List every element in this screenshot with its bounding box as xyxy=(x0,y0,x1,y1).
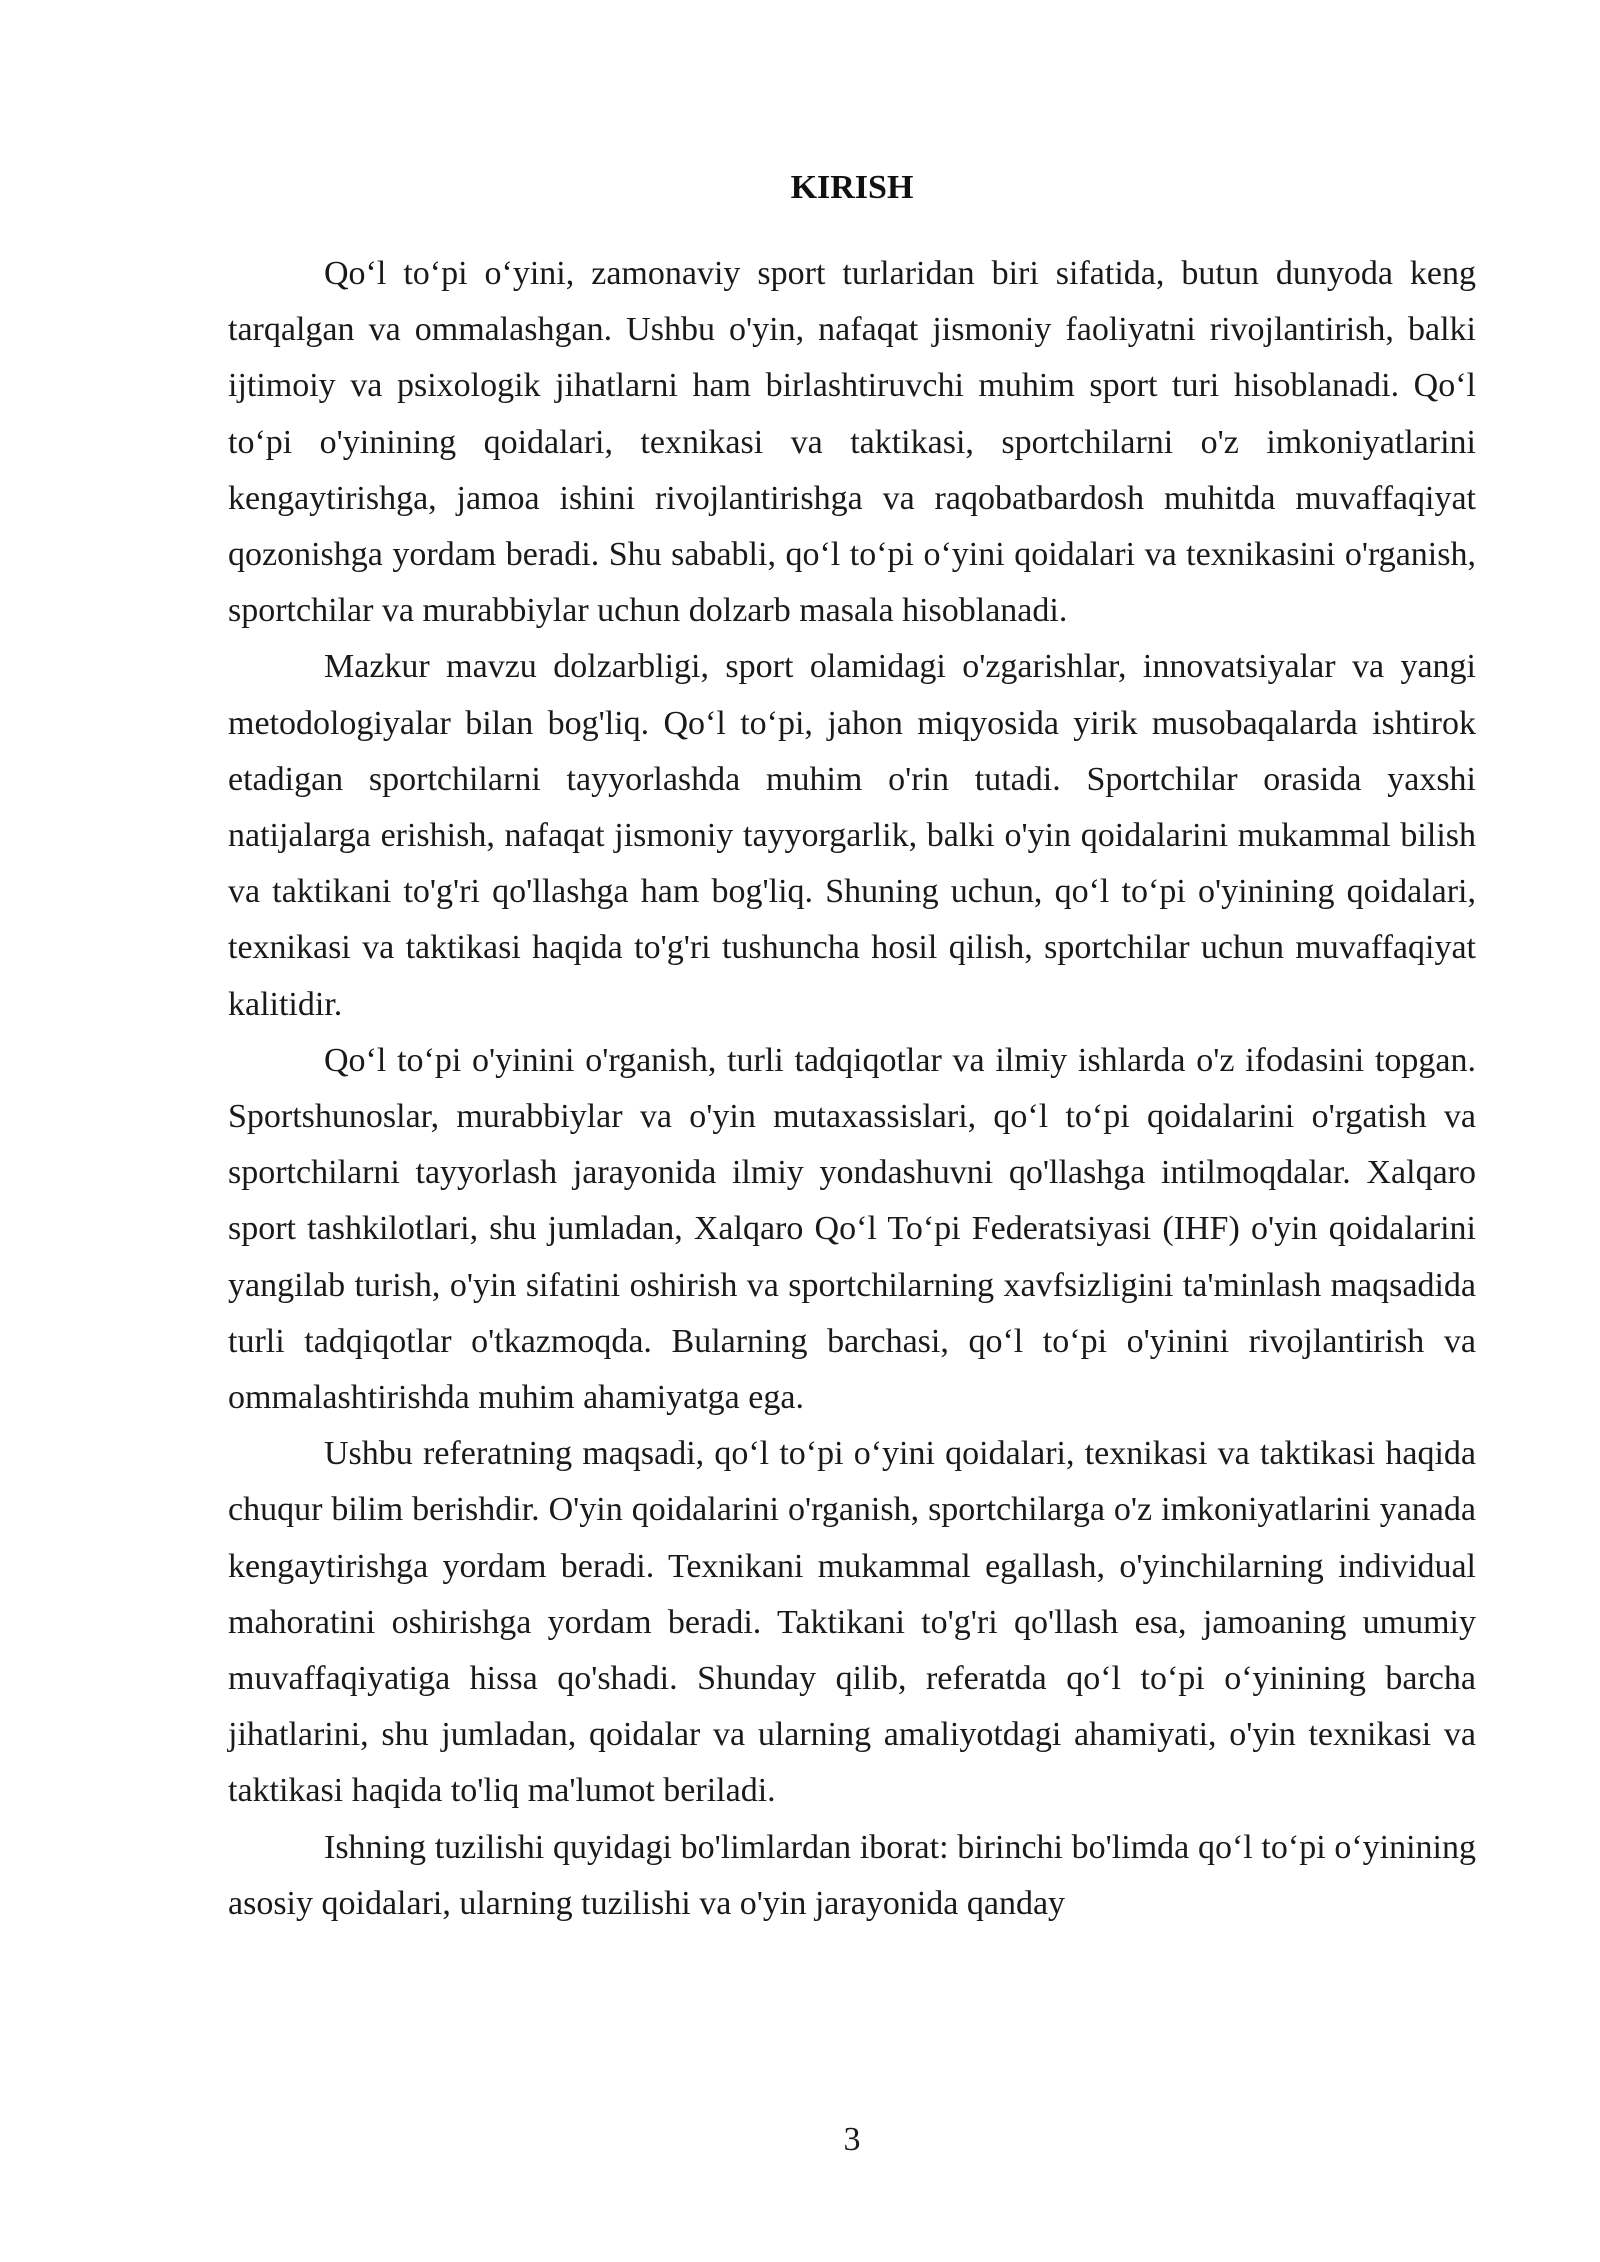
page-number: 3 xyxy=(843,2121,861,2158)
paragraph-2: Mazkur mavzu dolzarbligi, sport olamidagi o'zgarishlar, innovatsiyalar va yangi metodologiyalar bilan bog'liq. Qo‘l to‘pi, jahon miqyosida yirik musobaqalarda ishtirok etadigan sportchilarni tayyorlashda muhim o'rin tutadi. Sportchilar orasida yaxshi natijalarga erishish, nafaqat jismoniy tayyorgarlik, balki o'yin qoidalarini mukammal bilish va taktikani to'g'ri qo'llashga ham bog'liq. Shuning uchun, qo‘l to‘pi o'yinining qoidalari, texnikasi va taktikasi haqida to'g'ri tushuncha hosil qilish, sportchilar uchun muvaffaqiyat kalitidir. xyxy=(228,648,1476,1023)
paragraph-5: Ishning tuzilishi quyidagi bo'limlardan iborat: birinchi bo'limda qo‘l to‘pi o‘yinining asosiy qoidalari, ularning tuzilishi va o'yin jarayonida qanday xyxy=(228,1828,1476,1922)
paragraph-4: Ushbu referatning maqsadi, qo‘l to‘pi o‘yini qoidalari, texnikasi va taktikasi haqida chuqur bilim berishdir. O'yin qoidalarini o'rganish, sportchilarga o'z imkoniyatlarini yanada kengaytirishga yordam beradi. Texnikani mukammal egallash, o'yinchilarning individual mahoratini oshirishga yordam beradi. Taktikani to'g'ri qo'llash esa, jamoaning umumiy muvaffaqiyatiga hissa qo'shadi. Shunday qilib, referatda qo‘l to‘pi o‘yinining barcha jihatlarini, shu jumladan, qoidalar va ularning amaliyotdagi ahamiyati, o'yin texnikasi va taktikasi haqida to'liq ma'lumot beriladi. xyxy=(228,1435,1476,1810)
body-text xyxy=(228,246,1476,1932)
paragraph-3: Qo‘l to‘pi o'yinini o'rganish, turli tadqiqotlar va ilmiy ishlarda o'z ifodasini topgan. Sportshunoslar, murabbiylar va o'yin mutaxassislari, qo‘l to‘pi qoidalarini o'rgatish va sportchilarni tayyorlash jarayonida ilmiy yondashuvni qo'llashga intilmoqdalar. Xalqaro sport tashkilotlari, shu jumladan, Xalqaro Qo‘l To‘pi Federatsiyasi (IHF) o'yin qoidalarini yangilab turish, o'yin sifatini oshirish va sportchilarning xavfsizligini ta'minlash maqsadida turli tadqiqotlar o'tkazmoqda. Bularning barchasi, qo‘l to‘pi o'yinini rivojlantirish va ommalashtirishda muhim ahamiyatga ega. xyxy=(228,1041,1476,1417)
paragraph-1: Qo‘l to‘pi o‘yini, zamonaviy sport turlaridan biri sifatida, butun dunyoda keng tarqalgan va ommalashgan. Ushbu o'yin, nafaqat jismoniy faoliyatni rivojlantirish, balki ijtimoiy va psixologik jihatlarni ham birlashtiruvchi muhim sport turi hisoblanadi. Qo‘l to‘pi o'yinining qoidalari, texnikasi va taktikasi, sportchilarni o'z imkoniyatlarini kengaytirishga, jamoa ishini rivojlantirishga va raqobatbardosh muhitda muvaffaqiyat qozonishga yordam beradi. Shu sababli, qo‘l to‘pi o‘yini qoidalari va texnikasini o'rganish, sportchilar va murabbiylar uchun dolzarb masala hisoblanadi. xyxy=(228,255,1476,630)
page-title: KIRISH xyxy=(790,169,914,206)
